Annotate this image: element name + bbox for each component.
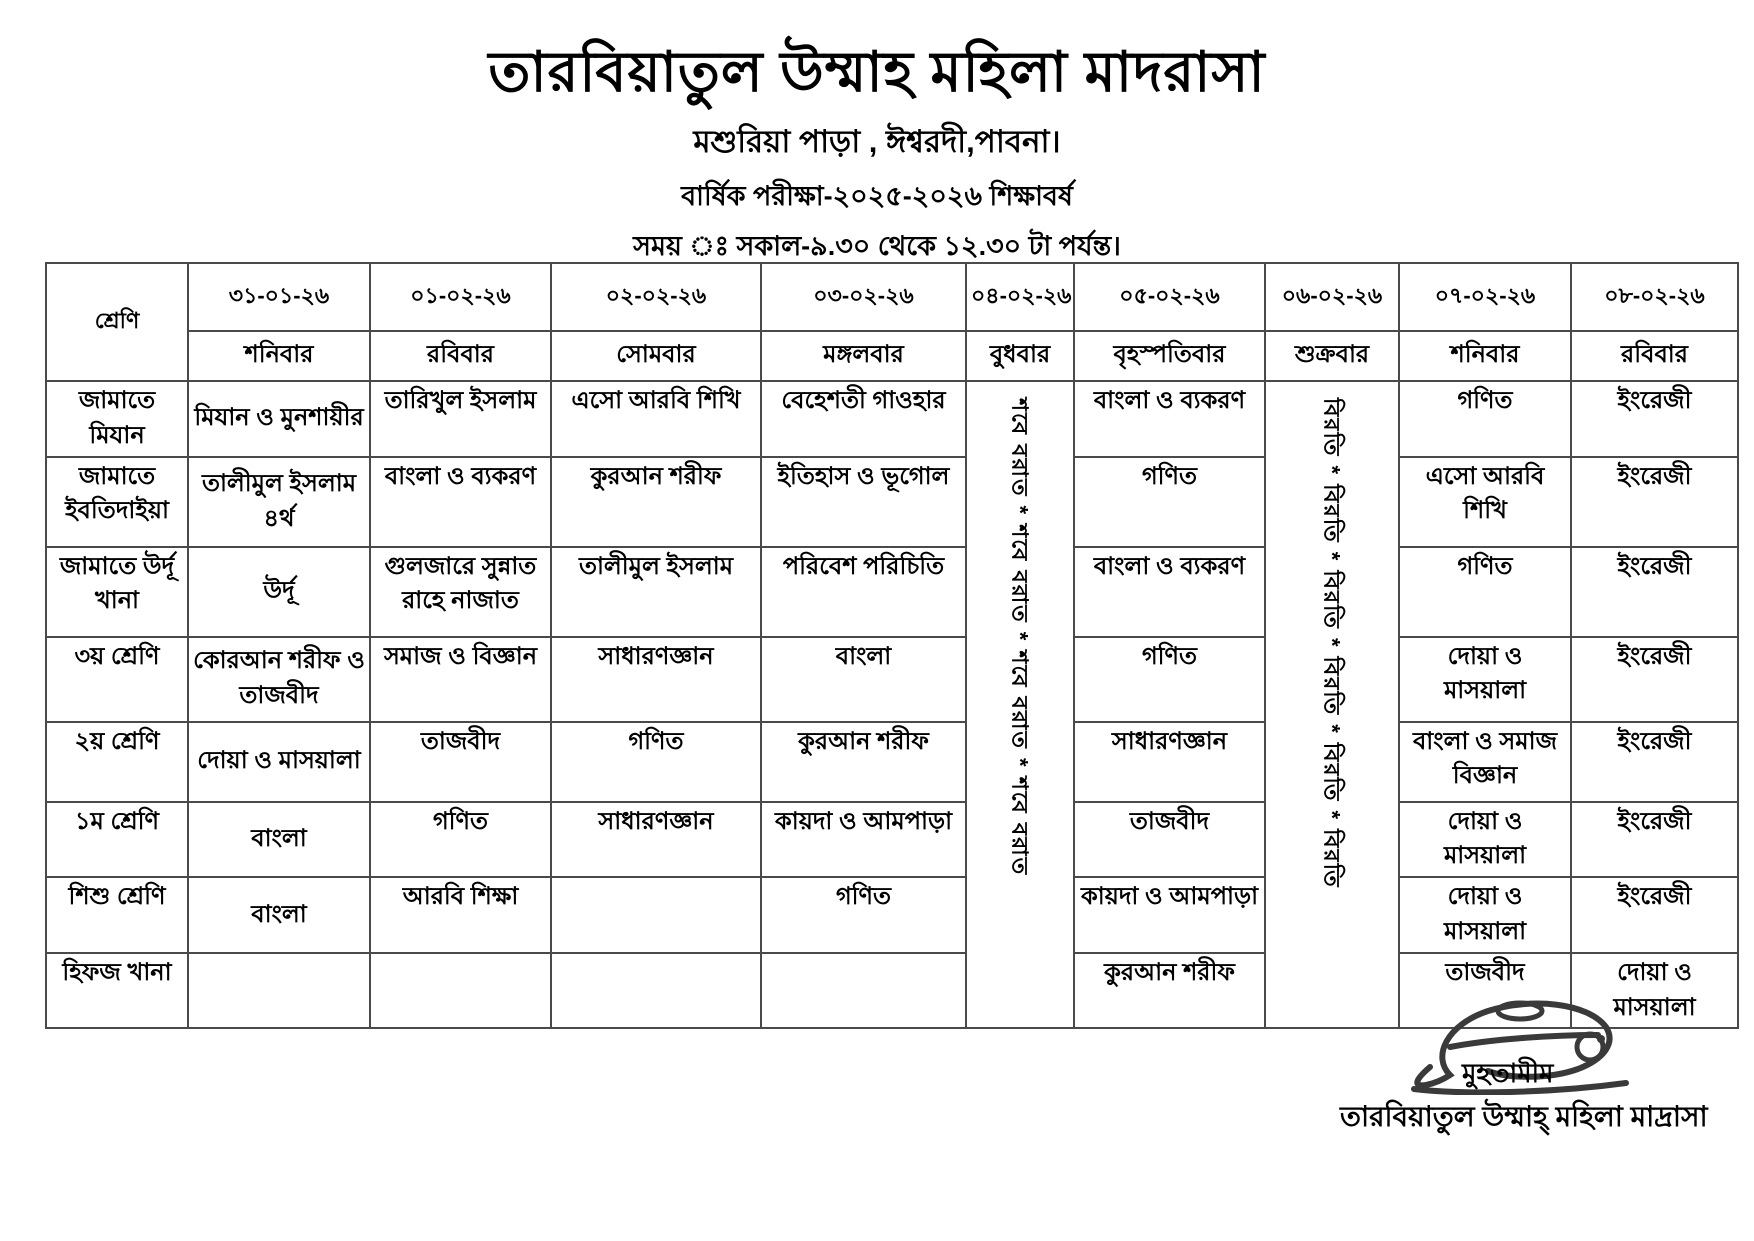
subject-cell: সমাজ ও বিজ্ঞান xyxy=(370,637,551,722)
subject-cell: গণিত xyxy=(551,722,761,802)
subject-cell: সাধারণজ্ঞান xyxy=(1074,722,1265,802)
class-cell: জামাতে উর্দূ খানা xyxy=(46,547,188,637)
subject-cell xyxy=(188,953,370,1029)
subject-cell xyxy=(370,953,551,1029)
day-header-cell: সোমবার xyxy=(551,331,761,381)
subject-cell: ইংরেজী xyxy=(1571,637,1738,722)
class-header-cell: শ্রেণি xyxy=(46,263,188,381)
subject-cell: দোয়া ও মাসয়ালা xyxy=(188,722,370,802)
subject-cell: ইংরেজী xyxy=(1571,802,1738,878)
class-cell: জামাতে ইবতিদাইয়া xyxy=(46,457,188,547)
subject-cell: গুলজারে সুন্নাত রাহে নাজাত xyxy=(370,547,551,637)
date-header-cell: ০৮-০২-২৬ xyxy=(1571,263,1738,331)
subject-cell: তাজবীদ xyxy=(1399,953,1571,1029)
subject-cell: কোরআন শরীফ ও তাজবীদ xyxy=(188,637,370,722)
day-header-cell: রবিবার xyxy=(370,331,551,381)
subject-cell: গণিত xyxy=(370,802,551,878)
subject-cell: কুরআন শরীফ xyxy=(551,457,761,547)
subject-cell: বাংলা xyxy=(761,637,966,722)
class-cell: ৩য় শ্রেণি xyxy=(46,637,188,722)
subject-cell: মিযান ও মুনশায়ীর xyxy=(188,381,370,457)
subject-cell: এসো আরবি শিখি xyxy=(1399,457,1571,547)
subject-cell: গণিত xyxy=(1074,637,1265,722)
day-header-cell: মঙ্গলবার xyxy=(761,331,966,381)
subject-cell xyxy=(551,877,761,953)
subject-cell: বাংলা ও সমাজ বিজ্ঞান xyxy=(1399,722,1571,802)
subject-cell: কুরআন শরীফ xyxy=(761,722,966,802)
day-header-cell: রবিবার xyxy=(1571,331,1738,381)
subject-cell: ইংরেজী xyxy=(1571,722,1738,802)
subject-cell: দোয়া ও মাসয়ালা xyxy=(1571,953,1738,1029)
subject-cell: তালীমুল ইসলাম ৪র্থ xyxy=(188,457,370,547)
day-header-row xyxy=(46,331,1738,381)
signature-block xyxy=(1340,993,1708,1143)
subject-cell: দোয়া ও মাসয়ালা xyxy=(1399,877,1571,953)
subject-cell: সাধারণজ্ঞান xyxy=(551,637,761,722)
date-header-row xyxy=(46,263,1738,331)
subject-cell: ইংরেজী xyxy=(1571,877,1738,953)
designation-label: মুহতামীম xyxy=(1462,1058,1554,1088)
subject-cell: ইংরেজী xyxy=(1571,547,1738,637)
table-row xyxy=(46,547,1738,637)
subject-cell: পরিবেশ পরিচিতি xyxy=(761,547,966,637)
subject-cell: তারিখুল ইসলাম xyxy=(370,381,551,457)
subject-cell: গণিত xyxy=(1399,547,1571,637)
subject-cell: ইতিহাস ও ভূগোল xyxy=(761,457,966,547)
subject-cell: তাজবীদ xyxy=(370,722,551,802)
class-cell: ১ম শ্রেণি xyxy=(46,802,188,878)
page-title: তারবিয়াতুল উম্মাহ মহিলা মাদরাসা xyxy=(488,40,1266,103)
subject-cell: কায়দা ও আমপাড়া xyxy=(1074,877,1265,953)
date-header-cell: ০৬-০২-২৬ xyxy=(1265,263,1399,331)
subject-cell: এসো আরবি শিখি xyxy=(551,381,761,457)
subject-cell: বাংলা ও ব্যকরণ xyxy=(1074,547,1265,637)
subject-cell: আরবি শিক্ষা xyxy=(370,877,551,953)
subject-cell: গণিত xyxy=(1074,457,1265,547)
day-header-cell: শুক্রবার xyxy=(1265,331,1399,381)
table-row xyxy=(46,457,1738,547)
date-header-cell: ০২-০২-২৬ xyxy=(551,263,761,331)
subject-cell: কুরআন শরীফ xyxy=(1074,953,1265,1029)
subject-cell: তালীমুল ইসলাম xyxy=(551,547,761,637)
table-row xyxy=(46,877,1738,953)
date-header-cell: ৩১-০১-২৬ xyxy=(188,263,370,331)
subject-cell: কায়দা ও আমপাড়া xyxy=(761,802,966,878)
subject-cell: দোয়া ও মাসয়ালা xyxy=(1399,637,1571,722)
exam-session-line: বার্ষিক পরীক্ষা-২০২৫-২০২৬ শিক্ষাবর্ষ xyxy=(681,181,1073,212)
subject-cell xyxy=(551,953,761,1029)
table-row xyxy=(46,722,1738,802)
class-cell: হিফজ খানা xyxy=(46,953,188,1029)
subject-cell: দোয়া ও মাসয়ালা xyxy=(1399,802,1571,878)
subject-cell: বাংলা xyxy=(188,877,370,953)
subject-cell: ইংরেজী xyxy=(1571,381,1738,457)
table-row xyxy=(46,381,1738,457)
subject-cell: ইংরেজী xyxy=(1571,457,1738,547)
day-header-cell: শনিবার xyxy=(1399,331,1571,381)
subject-cell: গণিত xyxy=(761,877,966,953)
subject-cell: সাধারণজ্ঞান xyxy=(551,802,761,878)
date-header-cell: ০৩-০২-২৬ xyxy=(761,263,966,331)
address-line: মশুরিয়া পাড়া , ঈশ্বরদী,পাবনা। xyxy=(693,124,1061,160)
day-header-cell: বৃহস্পতিবার xyxy=(1074,331,1265,381)
subject-cell xyxy=(761,953,966,1029)
class-cell: জামাতে মিযান xyxy=(46,381,188,457)
holiday-note-friday xyxy=(1265,381,1399,1028)
document-header xyxy=(0,40,1754,271)
institute-name: তারবিয়াতুল উম্মাহ্ মহিলা মাদ্রাসা xyxy=(1340,1101,1708,1132)
subject-cell: তাজবীদ xyxy=(1074,802,1265,878)
subject-cell: গণিত xyxy=(1399,381,1571,457)
class-cell: ২য় শ্রেণি xyxy=(46,722,188,802)
date-header-cell: ০৪-০২-২৬ xyxy=(966,263,1074,331)
day-header-cell: শনিবার xyxy=(188,331,370,381)
exam-time-line: সময় ঃ সকাল-৯.৩০ থেকে ১২.৩০ টা পর্যন্ত। xyxy=(633,231,1121,262)
subject-cell: বাংলা xyxy=(188,802,370,878)
table-row xyxy=(46,802,1738,878)
holiday-note-friday-text: বিরতি * বিরতি * বিরতি * বিরতি * বিরতি * বিরতি xyxy=(1319,398,1345,889)
subject-cell: বাংলা ও ব্যকরণ xyxy=(1074,381,1265,457)
table-row xyxy=(46,637,1738,722)
date-header-cell: ০৫-০২-২৬ xyxy=(1074,263,1265,331)
day-header-cell: বুধবার xyxy=(966,331,1074,381)
exam-routine-table xyxy=(45,262,1739,1029)
subject-cell: উর্দূ xyxy=(188,547,370,637)
date-header-cell: ০১-০২-২৬ xyxy=(370,263,551,331)
subject-cell: বেহেশতী গাওহার xyxy=(761,381,966,457)
subject-cell: বাংলা ও ব্যকরণ xyxy=(370,457,551,547)
class-cell: শিশু শ্রেণি xyxy=(46,877,188,953)
holiday-note-wednesday-text: শবে বরাত * শবে বরাত * শবে বরাত * শবে বরাত xyxy=(1007,398,1033,877)
holiday-note-wednesday xyxy=(966,381,1074,1028)
date-header-cell: ০৭-০২-২৬ xyxy=(1399,263,1571,331)
